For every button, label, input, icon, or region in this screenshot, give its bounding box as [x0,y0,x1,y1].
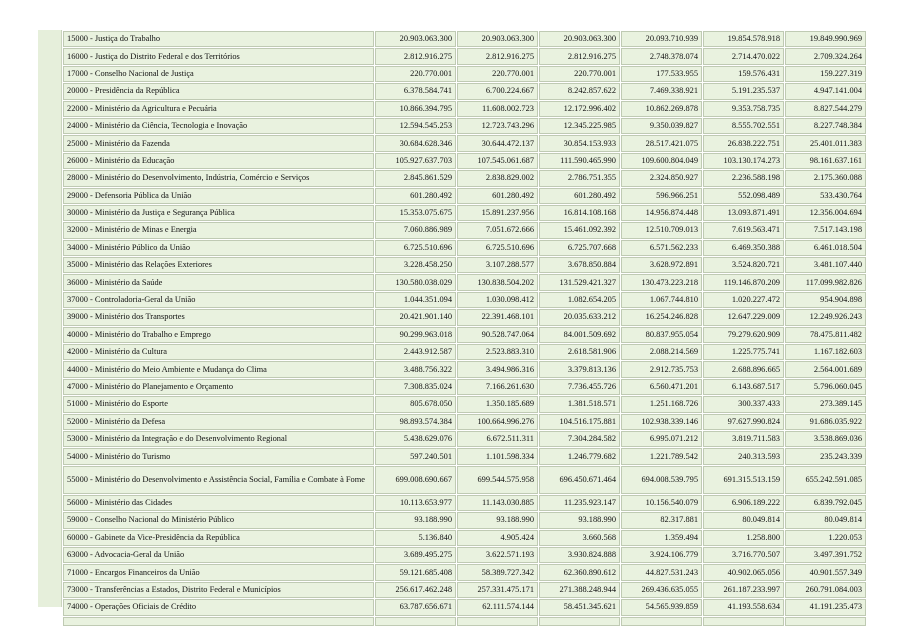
organ-label-cell: 17000 - Conselho Nacional de Justiça [63,66,374,82]
table-row [63,327,866,343]
amount-cell: 256.617.462.248 [375,582,456,598]
amount-cell: 13.093.871.491 [703,205,784,221]
organ-label-cell: 56000 - Ministério das Cidades [63,495,374,511]
empty-cell [375,617,456,626]
amount-cell: 5.136.840 [375,530,456,546]
amount-cell: 1.044.351.094 [375,292,456,308]
amount-cell: 300.337.433 [703,396,784,412]
amount-cell: 14.956.874.448 [621,205,702,221]
amount-cell: 273.389.145 [785,396,866,412]
amount-cell: 1.258.800 [703,530,784,546]
amount-cell: 12.594.545.253 [375,118,456,134]
amount-cell: 10.156.540.079 [621,495,702,511]
amount-cell: 12.723.743.296 [457,118,538,134]
amount-cell: 20.035.633.212 [539,309,620,325]
amount-cell: 7.517.143.198 [785,222,866,238]
organ-label-cell: 55000 - Ministério do Desenvolvimento e Assistência Social, Família e Combate à Fome [63,466,374,494]
organ-label-cell: 42000 - Ministério da Cultura [63,344,374,360]
amount-cell: 2.748.378.074 [621,48,702,64]
amount-cell: 3.538.869.036 [785,431,866,447]
table-row [63,274,866,290]
amount-cell: 6.571.562.233 [621,240,702,256]
amount-cell: 105.927.637.703 [375,153,456,169]
table-row [63,547,866,563]
amount-cell: 7.469.338.921 [621,83,702,99]
table-row [63,188,866,204]
amount-cell: 6.725.510.696 [457,240,538,256]
amount-cell: 5.796.060.045 [785,379,866,395]
amount-cell: 100.664.996.276 [457,414,538,430]
organ-label-cell: 35000 - Ministério das Relações Exteriores [63,257,374,273]
amount-cell: 6.725.510.696 [375,240,456,256]
amount-cell: 2.175.360.088 [785,170,866,186]
organ-label-cell: 25000 - Ministério da Fazenda [63,135,374,151]
amount-cell: 2.523.883.310 [457,344,538,360]
amount-cell: 117.099.982.826 [785,274,866,290]
amount-cell: 1.359.494 [621,530,702,546]
amount-cell: 79.279.620.909 [703,327,784,343]
amount-cell: 3.497.391.752 [785,547,866,563]
amount-cell: 82.317.881 [621,512,702,528]
amount-cell: 3.930.824.888 [539,547,620,563]
amount-cell: 696.450.671.464 [539,466,620,494]
amount-cell: 3.819.711.583 [703,431,784,447]
table-row [63,530,866,546]
amount-cell: 90.528.747.064 [457,327,538,343]
amount-cell: 596.966.251 [621,188,702,204]
amount-cell: 2.812.916.275 [375,48,456,64]
amount-cell: 5.191.235.537 [703,83,784,99]
amount-cell: 2.812.916.275 [457,48,538,64]
amount-cell: 131.529.421.327 [539,274,620,290]
amount-cell: 954.904.898 [785,292,866,308]
table-row [63,564,866,580]
amount-cell: 103.130.174.273 [703,153,784,169]
amount-cell: 4.947.141.004 [785,83,866,99]
amount-cell: 694.008.539.795 [621,466,702,494]
amount-cell: 30.644.472.137 [457,135,538,151]
table-row [63,344,866,360]
amount-cell: 109.600.804.049 [621,153,702,169]
table-row [63,396,866,412]
organ-label-cell: 51000 - Ministério do Esporte [63,396,374,412]
amount-cell: 9.350.039.827 [621,118,702,134]
organ-label-cell: 34000 - Ministério Público da União [63,240,374,256]
amount-cell: 240.313.593 [703,448,784,464]
amount-cell: 6.560.471.201 [621,379,702,395]
amount-cell: 601.280.492 [375,188,456,204]
table-row [63,379,866,395]
amount-cell: 12.647.229.009 [703,309,784,325]
amount-cell: 805.678.050 [375,396,456,412]
amount-cell: 655.242.591.085 [785,466,866,494]
amount-cell: 58.451.345.621 [539,599,620,615]
amount-cell: 3.228.458.250 [375,257,456,273]
amount-cell: 159.227.319 [785,66,866,82]
amount-cell: 12.345.225.985 [539,118,620,134]
amount-cell: 2.688.896.665 [703,361,784,377]
table-end-row [63,617,866,626]
amount-cell: 84.001.509.692 [539,327,620,343]
amount-cell: 1.101.598.334 [457,448,538,464]
amount-cell: 1.220.053 [785,530,866,546]
amount-cell: 2.714.470.022 [703,48,784,64]
budget-table [62,30,867,627]
left-margin-bar [38,30,62,607]
table-row [63,101,866,117]
amount-cell: 1.251.168.726 [621,396,702,412]
table-row [63,414,866,430]
amount-cell: 1.030.098.412 [457,292,538,308]
amount-cell: 19.849.990.969 [785,31,866,47]
amount-cell: 3.924.106.779 [621,547,702,563]
amount-cell: 62.111.574.144 [457,599,538,615]
table-row [63,309,866,325]
organ-label-cell: 44000 - Ministério do Meio Ambiente e Mudança do Clima [63,361,374,377]
amount-cell: 7.166.261.630 [457,379,538,395]
amount-cell: 80.049.814 [703,512,784,528]
amount-cell: 699.008.690.667 [375,466,456,494]
amount-cell: 98.893.574.384 [375,414,456,430]
amount-cell: 97.627.990.824 [703,414,784,430]
amount-cell: 16.254.246.828 [621,309,702,325]
table-row [63,205,866,221]
table-row [63,431,866,447]
table-row [63,31,866,47]
amount-cell: 102.938.339.146 [621,414,702,430]
amount-cell: 80.837.955.054 [621,327,702,343]
empty-cell [457,617,538,626]
amount-cell: 3.481.107.440 [785,257,866,273]
table-row [63,135,866,151]
amount-cell: 30.854.153.933 [539,135,620,151]
organ-label-cell: 63000 - Advocacia-Geral da União [63,547,374,563]
amount-cell: 2.236.588.198 [703,170,784,186]
amount-cell: 59.121.685.408 [375,564,456,580]
organ-label-cell: 37000 - Controladoria-Geral da União [63,292,374,308]
amount-cell: 597.240.501 [375,448,456,464]
amount-cell: 2.812.916.275 [539,48,620,64]
amount-cell: 20.903.063.300 [539,31,620,47]
amount-cell: 11.143.030.885 [457,495,538,511]
amount-cell: 11.608.002.723 [457,101,538,117]
table-row [63,153,866,169]
table-row [63,448,866,464]
amount-cell: 7.308.835.024 [375,379,456,395]
amount-cell: 15.891.237.956 [457,205,538,221]
amount-cell: 8.827.544.279 [785,101,866,117]
amount-cell: 3.379.813.136 [539,361,620,377]
amount-cell: 2.709.324.264 [785,48,866,64]
amount-cell: 63.787.656.671 [375,599,456,615]
table-row [63,222,866,238]
amount-cell: 12.510.709.013 [621,222,702,238]
amount-cell: 41.191.235.473 [785,599,866,615]
amount-cell: 260.791.084.003 [785,582,866,598]
amount-cell: 98.161.637.161 [785,153,866,169]
amount-cell: 3.494.986.316 [457,361,538,377]
amount-cell: 119.146.870.209 [703,274,784,290]
amount-cell: 90.299.963.018 [375,327,456,343]
amount-cell: 15.353.075.675 [375,205,456,221]
empty-cell [703,617,784,626]
amount-cell: 19.854.578.918 [703,31,784,47]
amount-cell: 1.350.185.689 [457,396,538,412]
amount-cell: 10.113.653.977 [375,495,456,511]
amount-cell: 58.389.727.342 [457,564,538,580]
amount-cell: 3.524.820.721 [703,257,784,273]
amount-cell: 220.770.001 [457,66,538,82]
amount-cell: 177.533.955 [621,66,702,82]
amount-cell: 2.786.751.355 [539,170,620,186]
table-row [63,66,866,82]
amount-cell: 3.488.756.322 [375,361,456,377]
amount-cell: 6.469.350.388 [703,240,784,256]
amount-cell: 7.736.455.726 [539,379,620,395]
organ-label-cell: 59000 - Conselho Nacional do Ministério Público [63,512,374,528]
table-row [63,292,866,308]
amount-cell: 22.391.468.101 [457,309,538,325]
amount-cell: 2.912.735.753 [621,361,702,377]
amount-cell: 6.461.018.504 [785,240,866,256]
amount-cell: 12.172.996.402 [539,101,620,117]
organ-label-cell: 71000 - Encargos Financeiros da União [63,564,374,580]
amount-cell: 1.221.789.542 [621,448,702,464]
table-row [63,466,866,494]
amount-cell: 257.331.475.171 [457,582,538,598]
amount-cell: 7.304.284.582 [539,431,620,447]
amount-cell: 12.249.926.243 [785,309,866,325]
amount-cell: 7.051.672.666 [457,222,538,238]
amount-cell: 8.227.748.384 [785,118,866,134]
amount-cell: 12.356.004.694 [785,205,866,221]
empty-cell [785,617,866,626]
amount-cell: 220.770.001 [539,66,620,82]
amount-cell: 8.555.702.551 [703,118,784,134]
amount-cell: 130.838.504.202 [457,274,538,290]
amount-cell: 552.098.489 [703,188,784,204]
organ-label-cell: 74000 - Operações Oficiais de Crédito [63,599,374,615]
amount-cell: 3.660.568 [539,530,620,546]
amount-cell: 220.770.001 [375,66,456,82]
organ-label-cell: 52000 - Ministério da Defesa [63,414,374,430]
organ-label-cell: 60000 - Gabinete da Vice-Presidência da República [63,530,374,546]
table-row [63,257,866,273]
organ-label-cell: 20000 - Presidência da República [63,83,374,99]
amount-cell: 1.225.775.741 [703,344,784,360]
empty-cell [621,617,702,626]
amount-cell: 235.243.339 [785,448,866,464]
amount-cell: 271.388.248.944 [539,582,620,598]
amount-cell: 78.475.811.482 [785,327,866,343]
amount-cell: 3.622.571.193 [457,547,538,563]
table-row [63,170,866,186]
organ-label-cell: 30000 - Ministério da Justiça e Segurança Pública [63,205,374,221]
amount-cell: 5.438.629.076 [375,431,456,447]
organ-label-cell: 24000 - Ministério da Ciência, Tecnologia e Inovação [63,118,374,134]
amount-cell: 3.716.770.507 [703,547,784,563]
amount-cell: 1.381.518.571 [539,396,620,412]
amount-cell: 54.565.939.859 [621,599,702,615]
amount-cell: 26.838.222.751 [703,135,784,151]
organ-label-cell: 16000 - Justiça do Distrito Federal e dos Territórios [63,48,374,64]
amount-cell: 1.082.654.205 [539,292,620,308]
amount-cell: 20.093.710.939 [621,31,702,47]
amount-cell: 20.903.063.300 [457,31,538,47]
amount-cell: 44.827.531.243 [621,564,702,580]
table-row [63,495,866,511]
amount-cell: 28.517.421.075 [621,135,702,151]
amount-cell: 6.378.584.741 [375,83,456,99]
amount-cell: 6.672.511.311 [457,431,538,447]
amount-cell: 93.188.990 [457,512,538,528]
organ-label-cell: 73000 - Transferências a Estados, Distrito Federal e Municípios [63,582,374,598]
amount-cell: 6.995.071.212 [621,431,702,447]
amount-cell: 601.280.492 [457,188,538,204]
amount-cell: 7.060.886.989 [375,222,456,238]
amount-cell: 93.188.990 [539,512,620,528]
amount-cell: 11.235.923.147 [539,495,620,511]
amount-cell: 2.088.214.569 [621,344,702,360]
amount-cell: 62.360.890.612 [539,564,620,580]
amount-cell: 3.107.288.577 [457,257,538,273]
amount-cell: 104.516.175.881 [539,414,620,430]
amount-cell: 1.246.779.682 [539,448,620,464]
amount-cell: 40.902.065.056 [703,564,784,580]
table-row [63,240,866,256]
amount-cell: 6.700.224.667 [457,83,538,99]
amount-cell: 2.324.850.927 [621,170,702,186]
amount-cell: 2.443.912.587 [375,344,456,360]
table-row [63,599,866,615]
table-row [63,512,866,528]
amount-cell: 7.619.563.471 [703,222,784,238]
organ-label-cell: 36000 - Ministério da Saúde [63,274,374,290]
organ-label-cell: 40000 - Ministério do Trabalho e Emprego [63,327,374,343]
amount-cell: 25.401.011.383 [785,135,866,151]
amount-cell: 130.473.223.218 [621,274,702,290]
amount-cell: 2.845.861.529 [375,170,456,186]
organ-label-cell: 54000 - Ministério do Turismo [63,448,374,464]
amount-cell: 533.430.764 [785,188,866,204]
empty-cell [63,617,374,626]
amount-cell: 10.866.394.795 [375,101,456,117]
amount-cell: 1.167.182.603 [785,344,866,360]
amount-cell: 269.436.635.055 [621,582,702,598]
amount-cell: 261.187.233.997 [703,582,784,598]
organ-label-cell: 15000 - Justiça do Trabalho [63,31,374,47]
amount-cell: 15.461.092.392 [539,222,620,238]
amount-cell: 20.903.063.300 [375,31,456,47]
amount-cell: 691.315.513.159 [703,466,784,494]
amount-cell: 40.901.557.349 [785,564,866,580]
amount-cell: 6.906.189.222 [703,495,784,511]
table-row [63,83,866,99]
amount-cell: 1.020.227.472 [703,292,784,308]
amount-cell: 111.590.465.990 [539,153,620,169]
organ-label-cell: 26000 - Ministério da Educação [63,153,374,169]
organ-label-cell: 29000 - Defensoria Pública da União [63,188,374,204]
table-row [63,582,866,598]
amount-cell: 4.905.424 [457,530,538,546]
table-row [63,48,866,64]
table-row [63,118,866,134]
amount-cell: 3.678.850.884 [539,257,620,273]
organ-label-cell: 39000 - Ministério dos Transportes [63,309,374,325]
organ-label-cell: 53000 - Ministério da Integração e do Desenvolvimento Regional [63,431,374,447]
organ-label-cell: 32000 - Ministério de Minas e Energia [63,222,374,238]
amount-cell: 3.628.972.891 [621,257,702,273]
amount-cell: 2.838.829.002 [457,170,538,186]
amount-cell: 16.814.108.168 [539,205,620,221]
amount-cell: 9.353.758.735 [703,101,784,117]
table-row [63,361,866,377]
amount-cell: 130.580.038.029 [375,274,456,290]
amount-cell: 159.576.431 [703,66,784,82]
amount-cell: 2.564.001.689 [785,361,866,377]
amount-cell: 6.143.687.517 [703,379,784,395]
amount-cell: 2.618.581.906 [539,344,620,360]
amount-cell: 601.280.492 [539,188,620,204]
amount-cell: 30.684.628.346 [375,135,456,151]
organ-label-cell: 28000 - Ministério do Desenvolvimento, Indústria, Comércio e Serviços [63,170,374,186]
amount-cell: 20.421.901.140 [375,309,456,325]
amount-cell: 8.242.857.622 [539,83,620,99]
amount-cell: 41.193.558.634 [703,599,784,615]
organ-label-cell: 47000 - Ministério do Planejamento e Orçamento [63,379,374,395]
amount-cell: 91.686.035.922 [785,414,866,430]
organ-label-cell: 22000 - Ministério da Agricultura e Pecuária [63,101,374,117]
amount-cell: 10.862.269.878 [621,101,702,117]
amount-cell: 699.544.575.958 [457,466,538,494]
amount-cell: 6.839.792.045 [785,495,866,511]
budget-table-body [63,31,866,626]
empty-cell [539,617,620,626]
amount-cell: 1.067.744.810 [621,292,702,308]
amount-cell: 107.545.061.687 [457,153,538,169]
amount-cell: 3.689.495.275 [375,547,456,563]
amount-cell: 80.049.814 [785,512,866,528]
amount-cell: 6.725.707.668 [539,240,620,256]
amount-cell: 93.188.990 [375,512,456,528]
